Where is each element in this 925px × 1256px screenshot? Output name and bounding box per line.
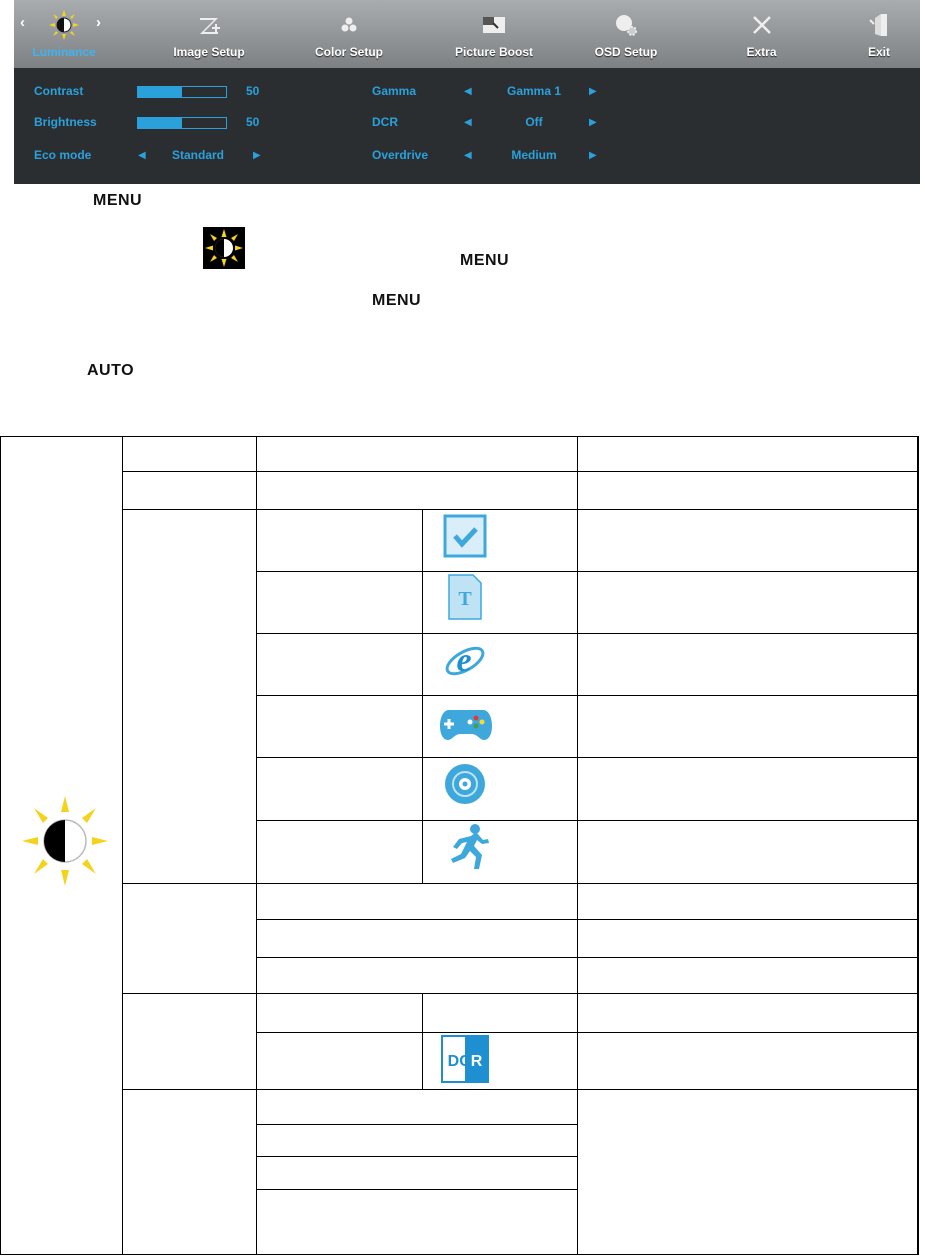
overdrive-right-arrow-icon[interactable]: ▶ [589,150,597,161]
overdrive-left-arrow-icon[interactable]: ◀ [464,150,472,161]
overdrive-label: Overdrive [372,148,429,162]
eco-mode-label: Eco mode [34,148,92,162]
chevron-right-icon[interactable]: › [96,14,101,31]
dcr-label: DCR [372,115,398,129]
sun-icon [49,10,79,40]
sports-mode-icon [441,822,489,870]
gamma-left-arrow-icon[interactable]: ◀ [464,86,472,97]
tab-picture-boost[interactable] [444,0,544,68]
picture-boost-icon [479,10,509,40]
chevron-left-icon[interactable]: ‹ [20,14,25,31]
standard-check-icon [443,514,487,558]
svg-text:T: T [458,588,472,610]
tab-label: Exit [867,45,890,59]
text-mode-icon [447,573,483,621]
tab-exit[interactable] [844,0,914,68]
extra-icon [747,10,777,40]
tab-extra[interactable] [724,0,799,68]
color-setup-icon [334,10,364,40]
contrast-value: 50 [246,84,260,98]
overdrive-value: Medium [511,148,557,162]
brightness-label: Brightness [34,115,97,129]
eco-mode-value: Standard [172,148,225,162]
contrast-slider-fill [138,87,182,97]
tab-osd-setup[interactable] [581,0,671,68]
menu-key-label: MENU [372,292,422,309]
tab-luminance[interactable] [14,0,114,68]
dcr-right-arrow-icon[interactable]: ▶ [589,117,597,128]
eco-mode-right-arrow-icon[interactable]: ▶ [253,150,261,161]
tab-label: Extra [746,45,777,59]
brightness-slider[interactable] [137,117,227,129]
tab-color-setup[interactable] [304,0,394,68]
exit-icon [864,10,894,40]
menu-key-label: MENU [93,192,143,209]
dcr-icon [441,1035,489,1083]
gamma-label: Gamma [372,84,417,98]
eco-mode-left-arrow-icon[interactable]: ◀ [138,150,146,161]
tab-label: OSD Setup [594,45,658,59]
osd-menu [14,0,920,184]
dcr-left-arrow-icon[interactable]: ◀ [464,117,472,128]
auto-key-label: AUTO [87,362,135,379]
tab-label: Image Setup [173,45,245,59]
luminance-settings-table [0,436,919,1255]
dcr-value: Off [525,115,543,129]
contrast-label: Contrast [34,84,84,98]
tab-image-setup[interactable] [164,0,254,68]
osd-tab-bar [14,0,920,68]
contrast-slider[interactable] [137,86,227,98]
osd-setup-icon [611,10,641,40]
internet-mode-icon [443,637,487,683]
brightness-slider-fill [138,118,182,128]
gamma-right-arrow-icon[interactable]: ▶ [589,86,597,97]
movie-mode-icon [443,762,487,806]
sun-icon [203,227,245,269]
tab-label: Luminance [32,45,96,59]
tab-label: Picture Boost [454,45,533,59]
game-mode-icon [439,700,493,742]
tab-label: Color Setup [315,45,383,59]
brightness-value: 50 [246,115,260,129]
luminance-sun-icon [22,796,108,886]
gamma-value: Gamma 1 [506,84,562,98]
menu-key-label: MENU [460,252,510,269]
svg-text:e: e [456,642,472,679]
dcr-icon-text: DCR [447,1053,483,1070]
image-setup-icon [194,10,224,40]
luminance-inline-icon [203,227,245,269]
